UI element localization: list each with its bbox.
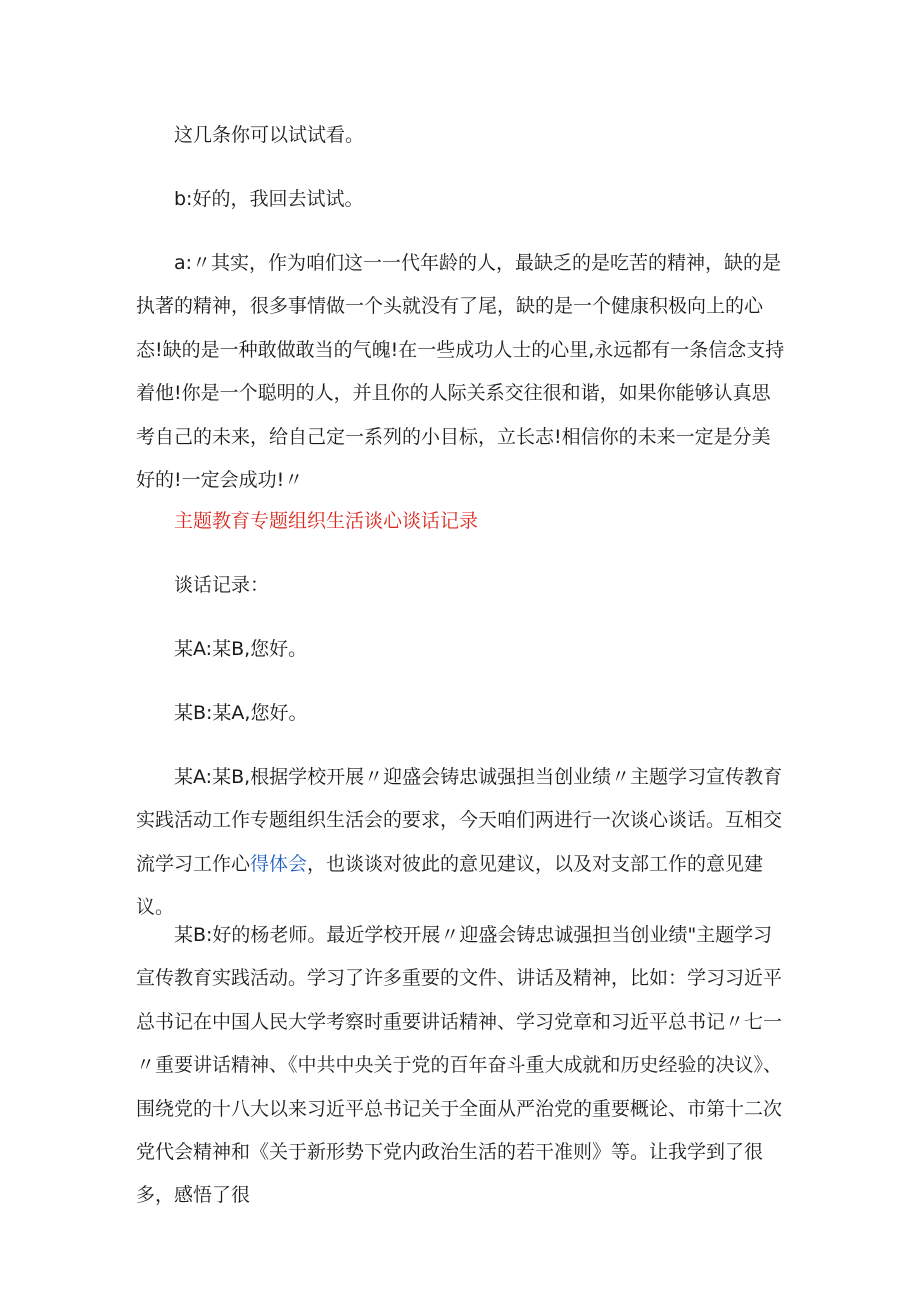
paragraph-try-these: 这几条你可以试试看。 (174, 124, 365, 146)
paragraph-a-purpose-tail: ，也谈谈对彼此的意见建议，以及对支部工作的意见建议。 (136, 852, 764, 919)
paragraph-b-study: 某B:好的杨老师。最近学校开展〃迎盛会铸忠诚强担当创业绩"主题学习宣传教育实践活动。学习了许多重要的文件、讲话及精神，比如：学习习近平总书记在中国人民大学考察时重要讲话精神、学习党章和习近平总书记〃七一〃重要讲话精神、《中共中央关于党的百年奋斗重大成就和历史经验的决议》、围绕党的十八大以来习近平总书记关于全面从严治党的重要概论、市第十二次党代会精神和《关于新形势下党内政治生活的若干准则》等。让我学到了很多，感悟了很 (136, 924, 783, 1207)
paragraph-a-advice: a:〃其实，作为咱们这一一代年龄的人，最缺乏的是吃苦的精神，缺的是执著的精神，很多事情做一个头就没有了尾，缺的是一个健康积极向上的心态!缺的是一种敢做敢当的气魄!在一些成功人士的心里,永远都有一条信念支持着他!你是一个聪明的人，并且你的人际关系交往很和谐，如果你能够认真思考自己的未来，给自己定一系列的小目标，立长志!相信你的未来一定是分美好的!一定会成功!〃 (136, 252, 785, 492)
paragraph-a-purpose (136, 756, 786, 930)
section-heading: 主题教育专题组织生活谈心谈话记录 (174, 510, 479, 532)
paragraph-a-greeting: 某A:某B,您好。 (174, 638, 308, 660)
experience-link[interactable]: 得体会 (250, 852, 308, 875)
paragraph-b-greeting: 某B:某A,您好。 (174, 702, 308, 724)
paragraph-b-reply: b:好的，我回去试试。 (174, 188, 364, 210)
paragraph-a-purpose-text: 某A:某B,根据学校开展〃迎盛会铸忠诚强担当创业绩〃主题学习宣传教育实践活动工作专题组织生活会的要求，今天咱们两进行一次谈心谈话。互相交流学习工作心 (136, 766, 783, 875)
paragraph-record-label: 谈话记录： (174, 574, 270, 596)
